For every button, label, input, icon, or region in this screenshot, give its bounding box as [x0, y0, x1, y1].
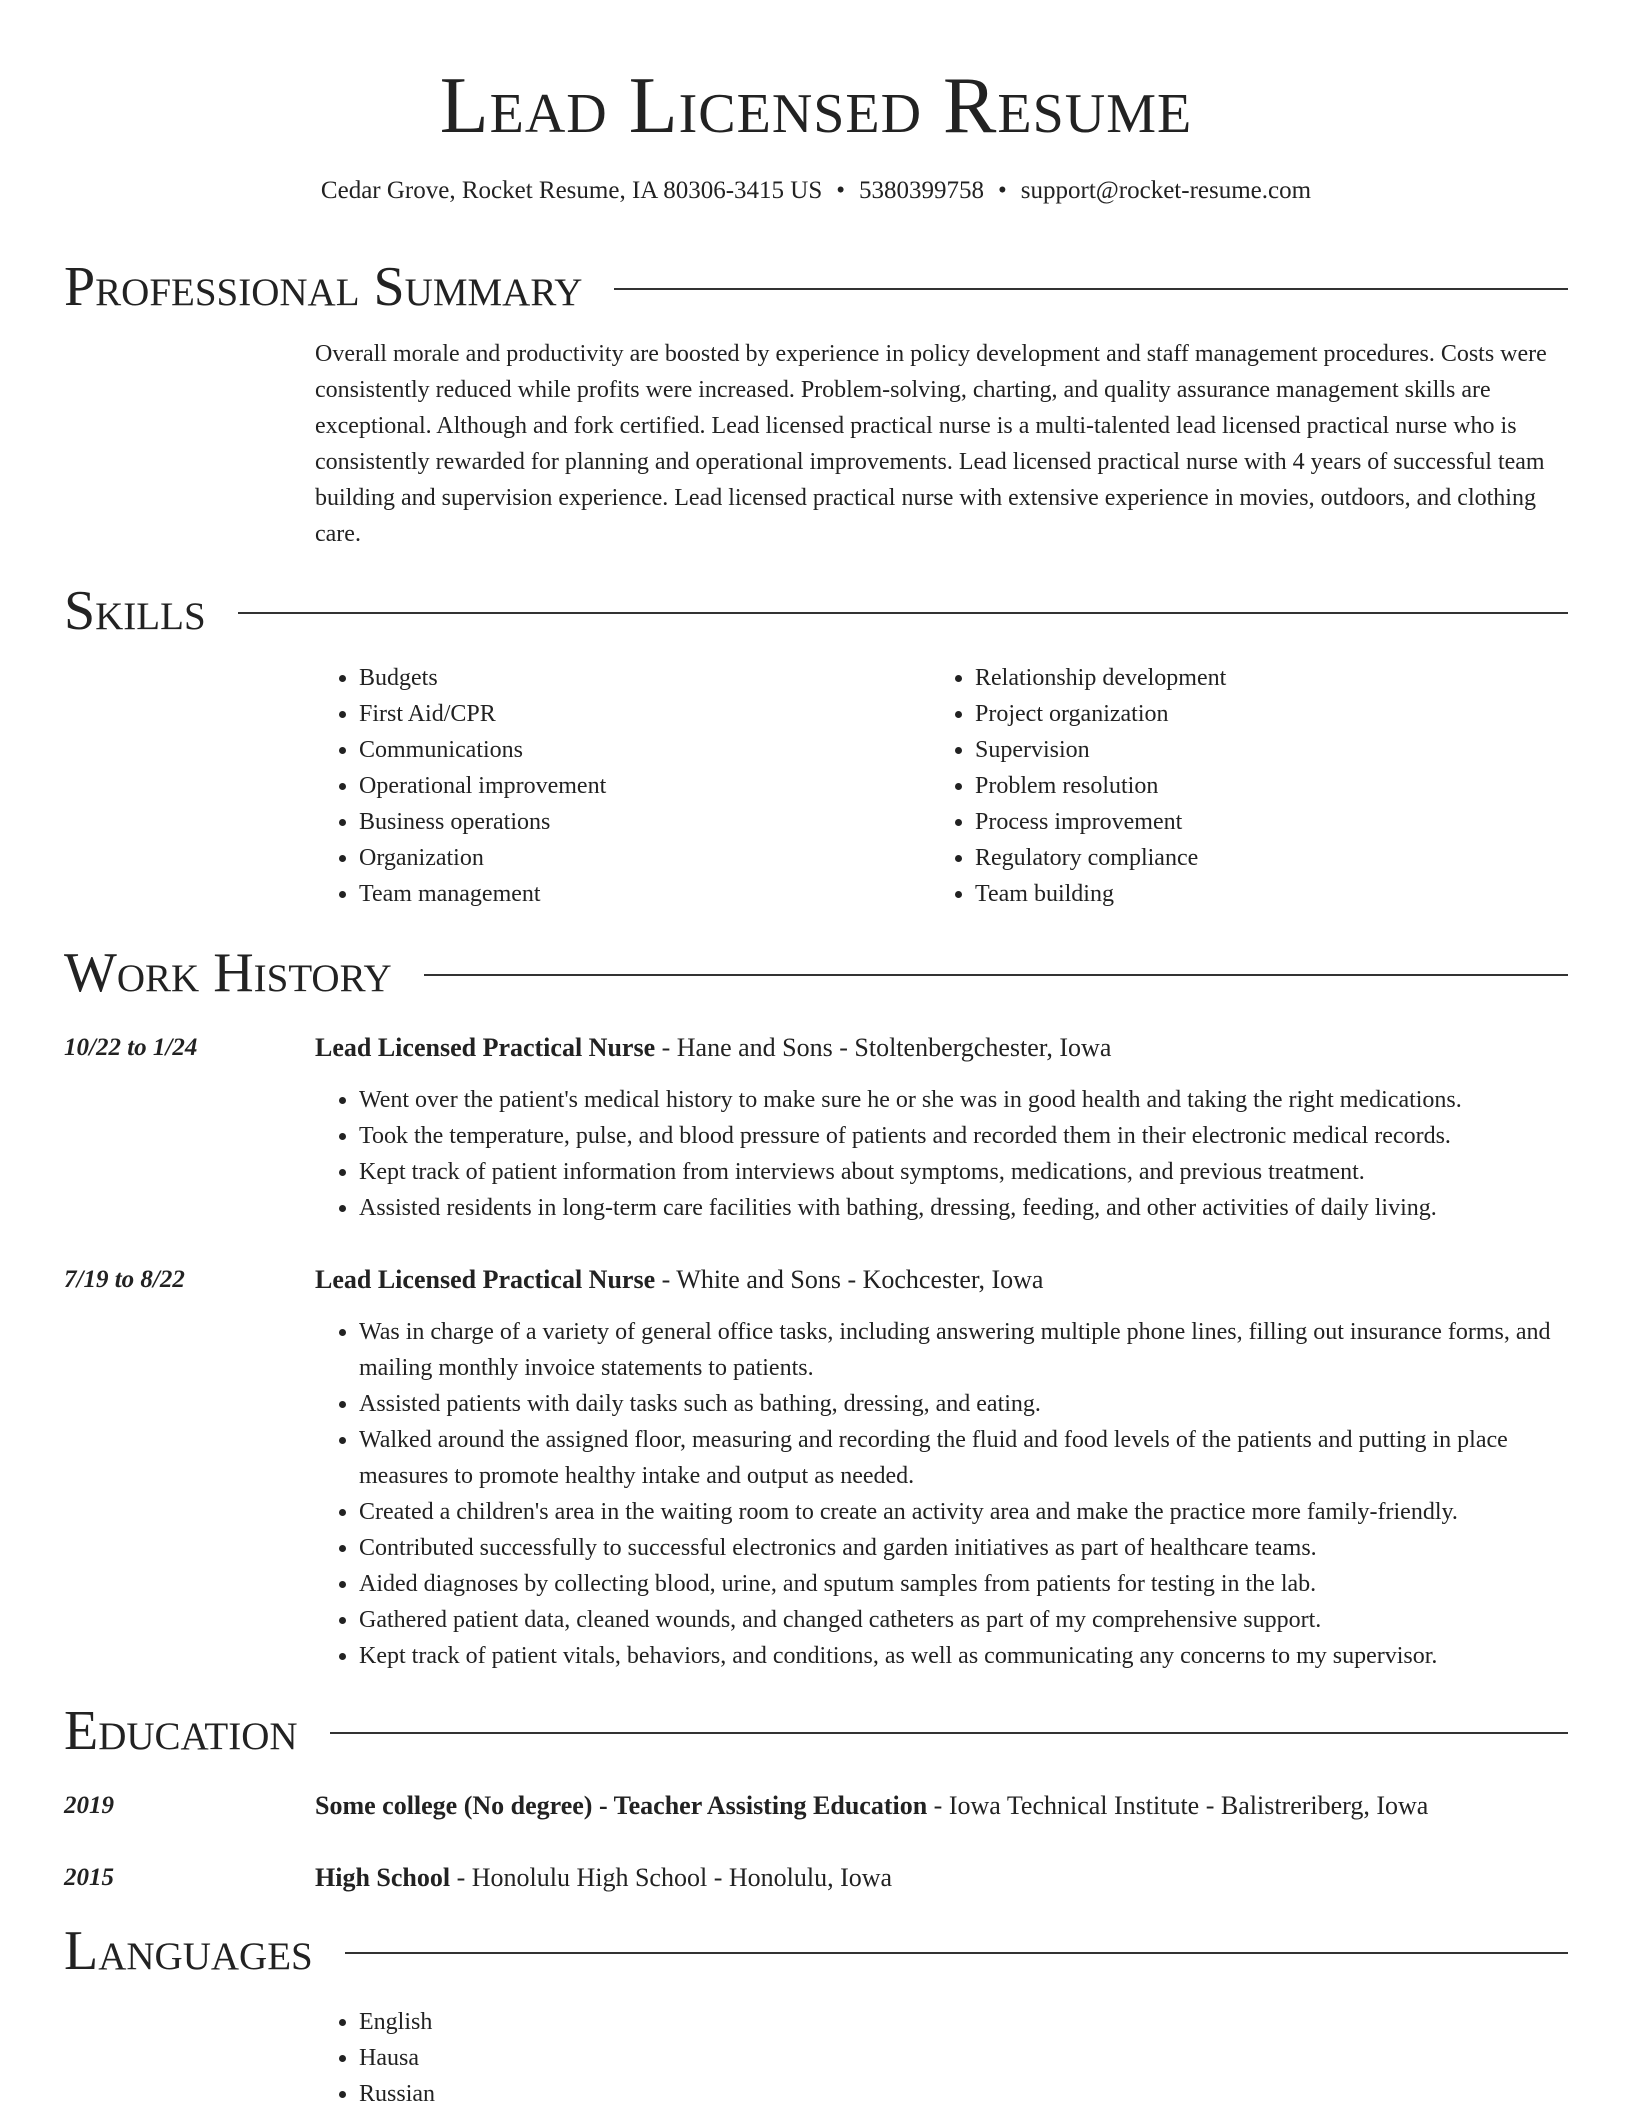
job-bullets [315, 1082, 1568, 1226]
job-title: Lead Licensed Practical Nurse [315, 1033, 656, 1062]
job-bullet: • Kept track of patient vitals, behaviors, and conditions, as well as communicating any concerns to my supervisor. [359, 1638, 1568, 1674]
skill-item: • Operational improvement [359, 768, 919, 804]
job-details: - Hane and Sons - Stoltenbergchester, Iowa [655, 1033, 1112, 1062]
skill-item: • Organization [359, 840, 919, 876]
job-bullet: • Gathered patient data, cleaned wounds, and changed catheters as part of my comprehensive support. [359, 1602, 1568, 1638]
skill-item: • Regulatory compliance [975, 840, 1575, 876]
education-year: 2019 [64, 1792, 114, 1819]
education-heading: Education [64, 1700, 298, 1762]
contact-separator: • [998, 177, 1007, 204]
education-degree: Some college (No degree) - Teacher Assisting Education [315, 1791, 928, 1820]
languages-heading: Languages [64, 1920, 313, 1982]
summary-section-header [64, 256, 1568, 318]
job-dates: 7/19 to 8/22 [64, 1266, 185, 1293]
skills-right-column [931, 660, 1575, 912]
skill-item: • Budgets [359, 660, 919, 696]
job-bullet: • Assisted residents in long-term care facilities with bathing, dressing, feeding, and other activities of daily living. [359, 1190, 1568, 1226]
contact-address: Cedar Grove, Rocket Resume, IA 80306-3415 US [320, 177, 823, 204]
section-divider [614, 288, 1568, 290]
education-details: - Honolulu High School - Honolulu, Iowa [450, 1863, 893, 1892]
job-bullets [315, 1314, 1568, 1674]
job-bullet: • Aided diagnoses by collecting blood, urine, and sputum samples from patients for testing in the lab. [359, 1566, 1568, 1602]
job-bullet: • Assisted patients with daily tasks such as bathing, dressing, and eating. [359, 1386, 1568, 1422]
job-bullet: • Went over the patient's medical history to make sure he or she was in good health and taking the right medications. [359, 1082, 1568, 1118]
skill-item: • Relationship development [975, 660, 1575, 696]
language-item: • Russian [359, 2076, 1568, 2112]
resume-name: Lead Licensed Resume [439, 62, 1193, 150]
work-section-header [64, 942, 1568, 1004]
job-bullet: • Took the temperature, pulse, and blood pressure of patients and recorded them in their electronic medical records. [359, 1118, 1568, 1154]
section-divider [424, 974, 1568, 976]
language-item: • Hausa [359, 2040, 1568, 2076]
job-bullet: • Was in charge of a variety of general office tasks, including answering multiple phone lines, filling out insurance forms, and mailing monthly invoice statements to patients. [359, 1314, 1568, 1386]
job-details: - White and Sons - Kochcester, Iowa [655, 1265, 1044, 1294]
education-entry [315, 1860, 1568, 1896]
language-item: • English [359, 2004, 1568, 2040]
job-bullet: • Created a children's area in the waiting room to create an activity area and make the practice more family-friendly. [359, 1494, 1568, 1530]
languages-list [315, 2004, 1568, 2112]
skill-item: • Supervision [975, 732, 1575, 768]
contact-line [0, 174, 1632, 208]
skills-left-column [315, 660, 919, 912]
job-title: Lead Licensed Practical Nurse [315, 1265, 656, 1294]
job-entry [315, 1030, 1568, 1226]
education-section-header [64, 1700, 1568, 1762]
education-degree: High School [315, 1863, 451, 1892]
education-year: 2015 [64, 1864, 114, 1891]
contact-email: support@rocket-resume.com [1020, 177, 1312, 204]
skills-list [315, 660, 1568, 920]
skills-heading: Skills [64, 580, 206, 642]
skill-item: • Process improvement [975, 804, 1575, 840]
languages-section-header [64, 1920, 1568, 1982]
skill-item: • Team building [975, 876, 1575, 912]
job-bullet: • Contributed successfully to successful electronics and garden initiatives as part of healthcare teams. [359, 1530, 1568, 1566]
section-divider [330, 1732, 1568, 1734]
skill-item: • Business operations [359, 804, 919, 840]
skill-item: • Problem resolution [975, 768, 1575, 804]
job-entry [315, 1262, 1568, 1674]
contact-separator: • [836, 177, 845, 204]
skill-item: • Project organization [975, 696, 1575, 732]
education-details: - Iowa Technical Institute - Balistreriberg, Iowa [927, 1791, 1429, 1820]
section-divider [238, 612, 1568, 614]
contact-phone: 5380399758 [859, 177, 984, 204]
work-heading: Work History [64, 942, 392, 1004]
job-title-line [315, 1030, 1568, 1066]
job-dates: 10/22 to 1/24 [64, 1034, 198, 1061]
summary-text: Overall morale and productivity are boosted by experience in policy development and staff management procedures. Costs were consistently reduced while profits were increased. Problem-solving, charting, and quality assurance management skills are exceptional. Although and fork certified. Lead licensed practical nurse is a multi-talented lead licensed practical nurse who is consistently rewarded for planning and operational improvements. Lead licensed practical nurse with 4 years of successful team building and supervision experience. Lead licensed practical nurse with extensive experience in movies, outdoors, and clothing care. [315, 341, 1547, 547]
job-bullet: • Walked around the assigned floor, measuring and recording the fluid and food levels of the patients and putting in place measures to promote healthy intake and output as needed. [359, 1422, 1568, 1494]
skills-section-header [64, 580, 1568, 642]
skill-item: • First Aid/CPR [359, 696, 919, 732]
education-entry [315, 1788, 1568, 1824]
skill-item: • Team management [359, 876, 919, 912]
skill-item: • Communications [359, 732, 919, 768]
job-title-line [315, 1262, 1568, 1298]
section-divider [345, 1952, 1568, 1954]
languages-bullets [315, 2004, 1568, 2112]
job-bullet: • Kept track of patient information from interviews about symptoms, medications, and previous treatment. [359, 1154, 1568, 1190]
summary-heading: Professional Summary [64, 256, 583, 318]
